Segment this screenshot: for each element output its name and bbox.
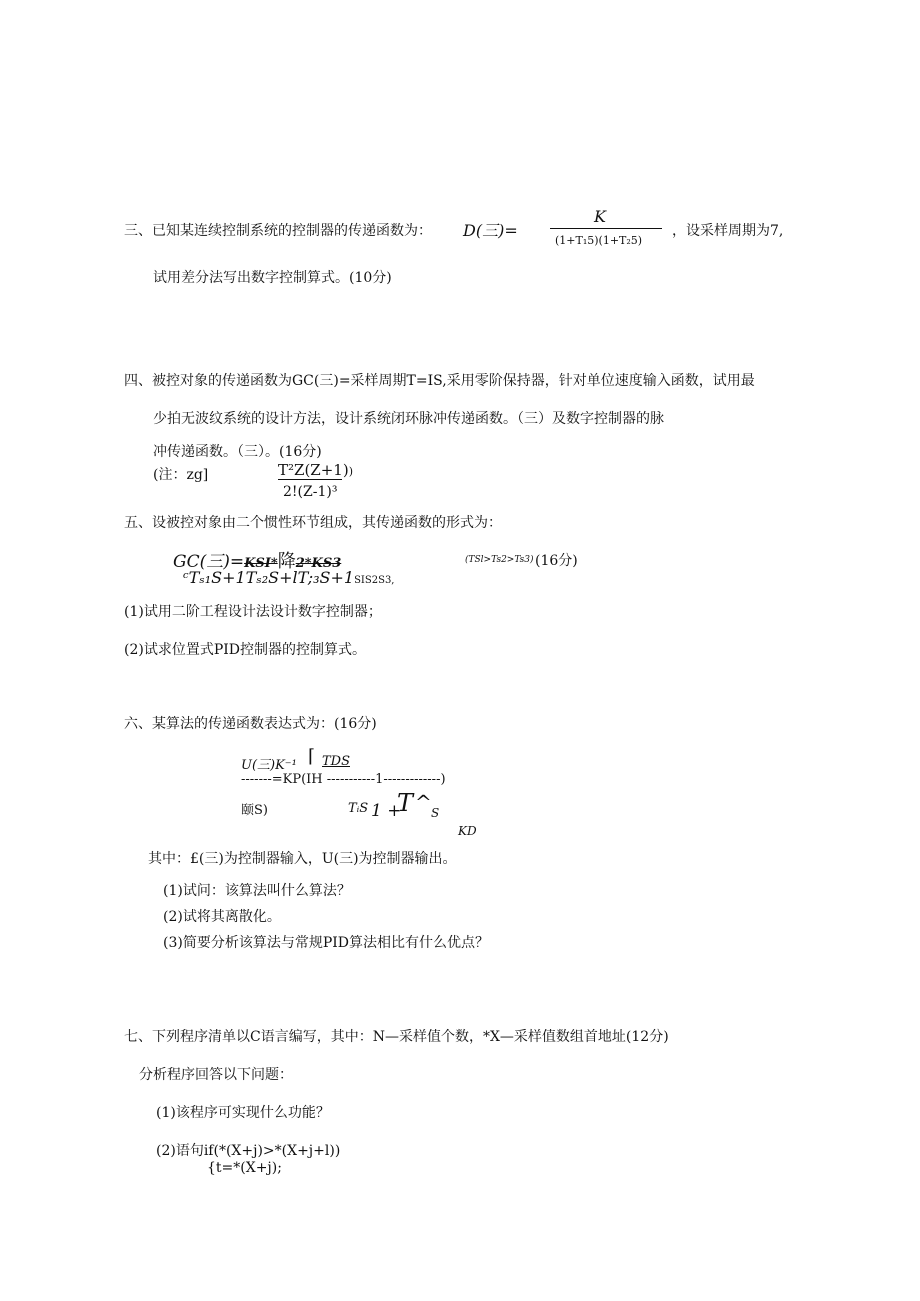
q5-sub1: (1)试用二阶工程设计法设计数字控制器；: [124, 604, 382, 620]
q3-denominator: (1+T₁5)(1+T₂5): [555, 234, 643, 247]
q6-formula-middle: -------=KP(IH -----------1-------------): [241, 772, 446, 787]
q5-gc-struck: KSI*: [244, 556, 278, 571]
q5-gc-den-text: ᶜTₛ₁S+1Tₛ₂S+lT;₃S+1: [183, 568, 355, 587]
q6-formula-bottom-left: 颐S): [241, 803, 268, 818]
q6-formula-tis: TᵢS: [348, 801, 369, 816]
q3-line2: 试用差分法写出数字控制算式。(10分): [153, 270, 392, 286]
q4-note-numerator: [278, 461, 353, 479]
q6-formula-tds: TDS: [322, 754, 350, 769]
q7-sub2: (2)语句if(*(X+j)>*(X+j+l)): [156, 1143, 341, 1159]
q3-lhs: D(三)=: [463, 221, 518, 240]
q6-formula-s: S: [431, 806, 440, 820]
q4-note-label: (注：zg]: [153, 467, 209, 483]
q5-gc-den-sub: SIS2S3,: [354, 575, 395, 586]
q5-line1: 五、设被控对象由二个惯性环节组成，其传递函数的形式为：: [124, 515, 502, 531]
q5-gc-struck2: 2*KS3: [295, 556, 342, 571]
q6-formula-bracket: ⌈: [308, 746, 316, 767]
q6-formula-top-left: U(三)K⁻¹: [241, 758, 297, 773]
q6-formula-big-t: T: [397, 789, 414, 817]
q6-formula-caret: ^: [415, 790, 432, 814]
q5-condition: (TSl>Ts2>Ts3): [465, 555, 534, 565]
q6-formula-one-plus: 1 +: [371, 801, 402, 821]
q5-gc-denominator: [183, 568, 394, 587]
q4-note-fraction-bar: [278, 479, 342, 480]
q6-sub1: (1)试问：该算法叫什么算法？: [163, 883, 351, 899]
q4-line3: 冲传递函数。（三）。(16分): [153, 444, 322, 460]
q6-formula-kd: KD: [458, 824, 477, 838]
q4-line2: 少拍无波纹系统的设计方法，设计系统闭环脉冲传递函数。（三）及数字控制器的脉: [153, 411, 664, 427]
q6-line1: 六、某算法的传递函数表达式为：(16分): [124, 716, 377, 732]
q7-sub1: (1)该程序可实现什么功能？: [156, 1105, 330, 1121]
q3-fraction-bar: [550, 228, 662, 229]
q4-note-num-sub: ): [348, 465, 353, 478]
q5-score: (16分): [535, 553, 578, 569]
q6-sub3: (3)简要分析该算法与常规PID算法相比有什么优点？: [163, 935, 490, 951]
q3-numerator: K: [594, 207, 606, 226]
q7-line2: 分析程序回答以下问题：: [139, 1067, 293, 1083]
q6-where: 其中：£(三)为控制器输入，U(三)为控制器输出。: [148, 851, 457, 867]
q5-sub2: (2)试求位置式PID控制器的控制算式。: [124, 642, 367, 658]
q3-suffix: ，设采样周期为7,: [672, 223, 784, 239]
q5-gc-lhs: GC(三)=: [173, 552, 245, 572]
q4-note-num-text: T²Z(Z+1): [278, 461, 349, 479]
q7-line1: 七、下列程序清单以C语言编写，其中：N—采样值个数，*X—采样值数组首地址(12分): [124, 1029, 669, 1045]
q6-sub2: (2)试将其离散化。: [163, 909, 281, 925]
q3-prefix: 三、已知某连续控制系统的控制器的传递函数为：: [124, 223, 432, 239]
q5-gc-big: 降: [277, 551, 296, 572]
q4-line1: 四、被控对象的传递函数为GC(三)=采样周期T=IS,采用零阶保持器，针对单位速度输入函数，试用最: [124, 373, 755, 389]
q4-note-denominator: 2!(Z-1)³: [283, 484, 338, 500]
q7-code: {t=*(X+j);: [207, 1160, 282, 1176]
